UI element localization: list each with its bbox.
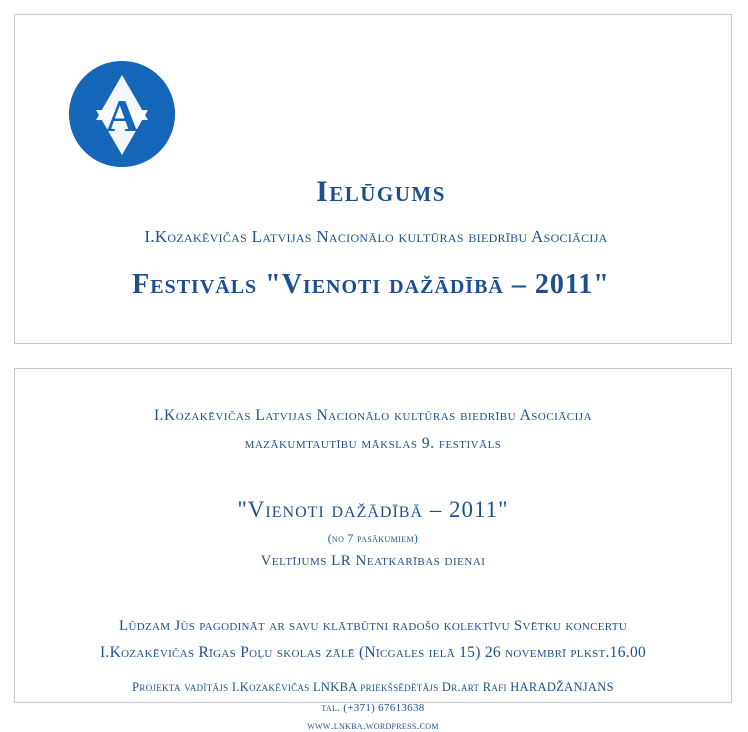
festival-title: Festivāls "Vienoti dažādībā – 2011" (132, 269, 610, 300)
invitation-body-card (14, 368, 732, 732)
body-event-line: mazākumtautību mākslas 9. festivāls (244, 435, 502, 452)
header-text-block (15, 175, 707, 301)
body-parenthetical: (no 7 pasākumiem) (327, 533, 419, 545)
invitation-header-card (14, 14, 732, 344)
body-organization-name: I.Kozakēvičas Latvijas Nacionālo kultūras biedrību Asociācija (153, 407, 593, 424)
star-letter-a-logo-icon (69, 61, 175, 167)
body-festival-name: "Vienoti dažādībā – 2011" (237, 497, 509, 522)
page-title: Ielūgums (316, 175, 446, 208)
body-venue-datetime: I.Kozakēvičas Rīgas Poļu skolas zālē (Nīcgales ielā 15) 26 novembrī plkst.16.00 (99, 644, 647, 661)
body-dedication: Veltījums LR Neatkarības dienai (260, 553, 486, 569)
svg-text:A: A (105, 90, 139, 141)
body-website: www.lnkba.wordpress.com (307, 720, 439, 732)
body-invitation-text: Lūdzam Jūs pagodināt ar savu klātbūtni radošo kolektīvu Svētku koncertu (119, 618, 627, 634)
organization-name: I.Kozakēvičas Latvijas Nacionālo kultūras biedrību Asociācija (144, 227, 608, 246)
body-project-manager: Projekta vadītājs I.Kozakēvičas LNKBA priekšsēdētājs Dr.art Rafi HARADŽANJANS (132, 680, 614, 694)
body-phone: tal. (+371) 67613638 (321, 702, 425, 714)
